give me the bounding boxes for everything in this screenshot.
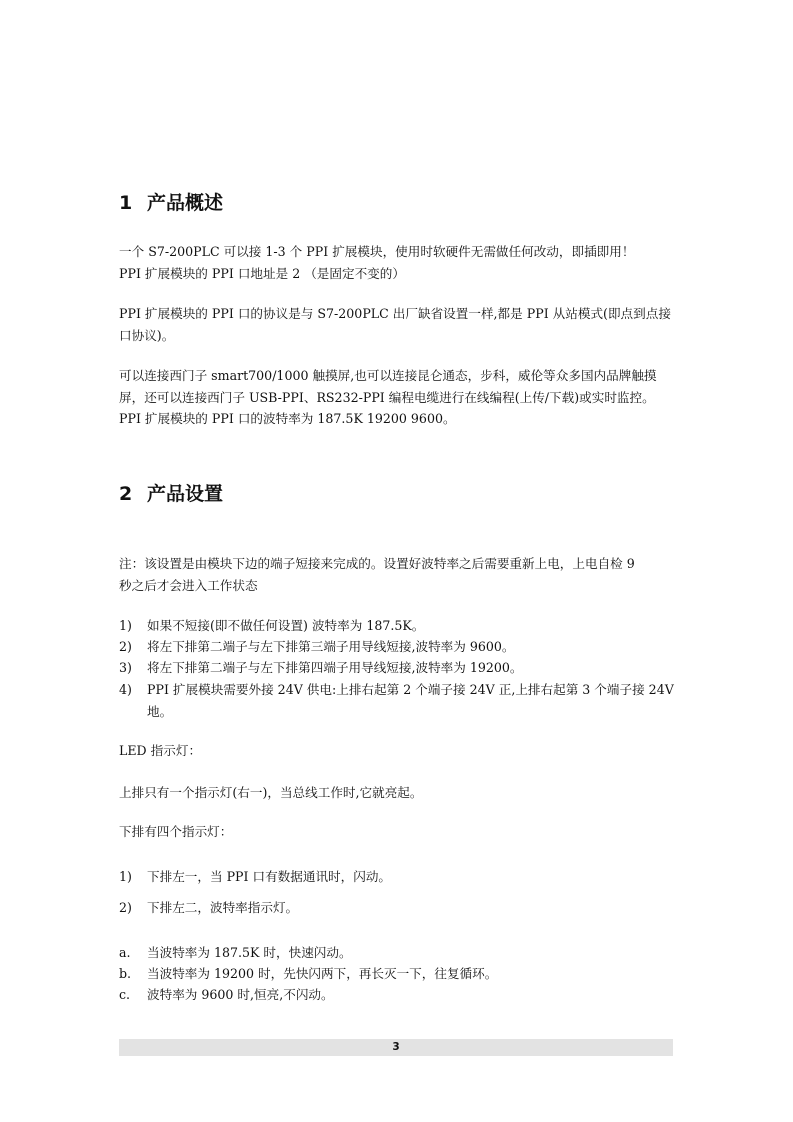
text-line: 一个 S7-200PLC 可以接 1-3 个 PPI 扩展模块，使用时软硬件无需做任何改动，即插即用！ bbox=[119, 244, 635, 259]
indicator-list-item bbox=[119, 866, 675, 888]
setup-list-item bbox=[119, 615, 675, 637]
setup-note bbox=[119, 553, 675, 596]
list-item-text: 当波特率为 19200 时，先快闪两下，再长灭一下，往复循环。 bbox=[147, 966, 498, 981]
indicator-list-item bbox=[119, 897, 675, 919]
baud-rate-sub-item bbox=[119, 984, 675, 1006]
section-1-title: 产品概述 bbox=[147, 192, 224, 214]
text-line: PPI 扩展模块的 PPI 口的协议是与 S7-200PLC 出厂缺省设置一样,都是 PPI 从站模式(即点到点接 bbox=[119, 306, 671, 321]
text-line: 注：该设置是由模块下边的端子短接来完成的。设置好波特率之后需要重新上电，上电自检 9 bbox=[119, 556, 635, 571]
text-line: 可以连接西门子 smart700/1000 触摸屏,也可以连接昆仑通态，步科，威伦等众多国内品牌触摸 bbox=[119, 368, 657, 383]
baud-rate-sub-item bbox=[119, 963, 675, 985]
list-item-text: 当波特率为 187.5K 时，快速闪动。 bbox=[147, 945, 352, 960]
text-line: PPI 扩展模块的 PPI 口的波特率为 187.5K 19200 9600。 bbox=[119, 411, 456, 427]
setup-list-item bbox=[119, 636, 675, 658]
lower-row-heading: 下排有四个指示灯： bbox=[119, 824, 233, 839]
page-footer-bar bbox=[119, 1039, 673, 1056]
section-1-heading bbox=[119, 188, 223, 215]
list-item-text: 如果不短接(即不做任何设置) 波特率为 187.5K。 bbox=[147, 618, 425, 633]
list-marker: 4) bbox=[119, 682, 132, 697]
list-item-text: 地。 bbox=[147, 703, 173, 719]
list-marker: 1) bbox=[119, 618, 132, 633]
list-item-text: 下排左二，波特率指示灯。 bbox=[147, 900, 299, 915]
section-2-title: 产品设置 bbox=[147, 483, 224, 505]
list-marker: b. bbox=[119, 966, 132, 981]
list-item-text: 将左下排第二端子与左下排第三端子用导线短接,波特率为 9600。 bbox=[147, 639, 515, 654]
text-line: PPI 扩展模块的 PPI 口地址是 2 （是固定不变的） bbox=[119, 265, 405, 281]
section-1-number: 1 bbox=[119, 192, 133, 214]
upper-row-description: 上排只有一个指示灯(右一)，当总线工作时,它就亮起。 bbox=[119, 785, 423, 800]
list-item-text: 将左下排第二端子与左下排第四端子用导线短接,波特率为 19200。 bbox=[147, 660, 523, 675]
page-number: 3 bbox=[392, 1041, 400, 1053]
text-line: 秒之后才会进入工作状态 bbox=[119, 577, 258, 593]
list-marker: c. bbox=[119, 987, 131, 1002]
list-item-text: 波特率为 9600 时,恒亮,不闪动。 bbox=[147, 987, 334, 1002]
overview-paragraph-1 bbox=[119, 241, 675, 284]
list-marker: 1) bbox=[119, 869, 132, 884]
list-item-text: 下排左一，当 PPI 口有数据通讯时，闪动。 bbox=[147, 869, 392, 884]
text-line: 屏，还可以连接西门子 USB-PPI、RS232-PPI 编程电缆进行在线编程(上传/下载)或实时监控。 bbox=[119, 389, 655, 405]
setup-list-item bbox=[119, 657, 675, 679]
list-marker: 2) bbox=[119, 639, 132, 654]
list-marker: a. bbox=[119, 945, 131, 960]
overview-paragraph-3 bbox=[119, 365, 675, 430]
baud-rate-sub-item bbox=[119, 942, 675, 964]
led-heading: LED 指示灯： bbox=[119, 743, 202, 758]
overview-paragraph-2 bbox=[119, 303, 675, 346]
section-2-heading bbox=[119, 479, 223, 506]
list-marker: 2) bbox=[119, 900, 132, 915]
list-marker: 3) bbox=[119, 660, 132, 675]
list-item-text: PPI 扩展模块需要外接 24V 供电:上排右起第 2 个端子接 24V 正,上排右起第 3 个端子接 24V bbox=[147, 682, 674, 697]
setup-list-item bbox=[119, 679, 675, 722]
text-line: 口协议)。 bbox=[119, 327, 175, 343]
section-2-number: 2 bbox=[119, 483, 133, 505]
